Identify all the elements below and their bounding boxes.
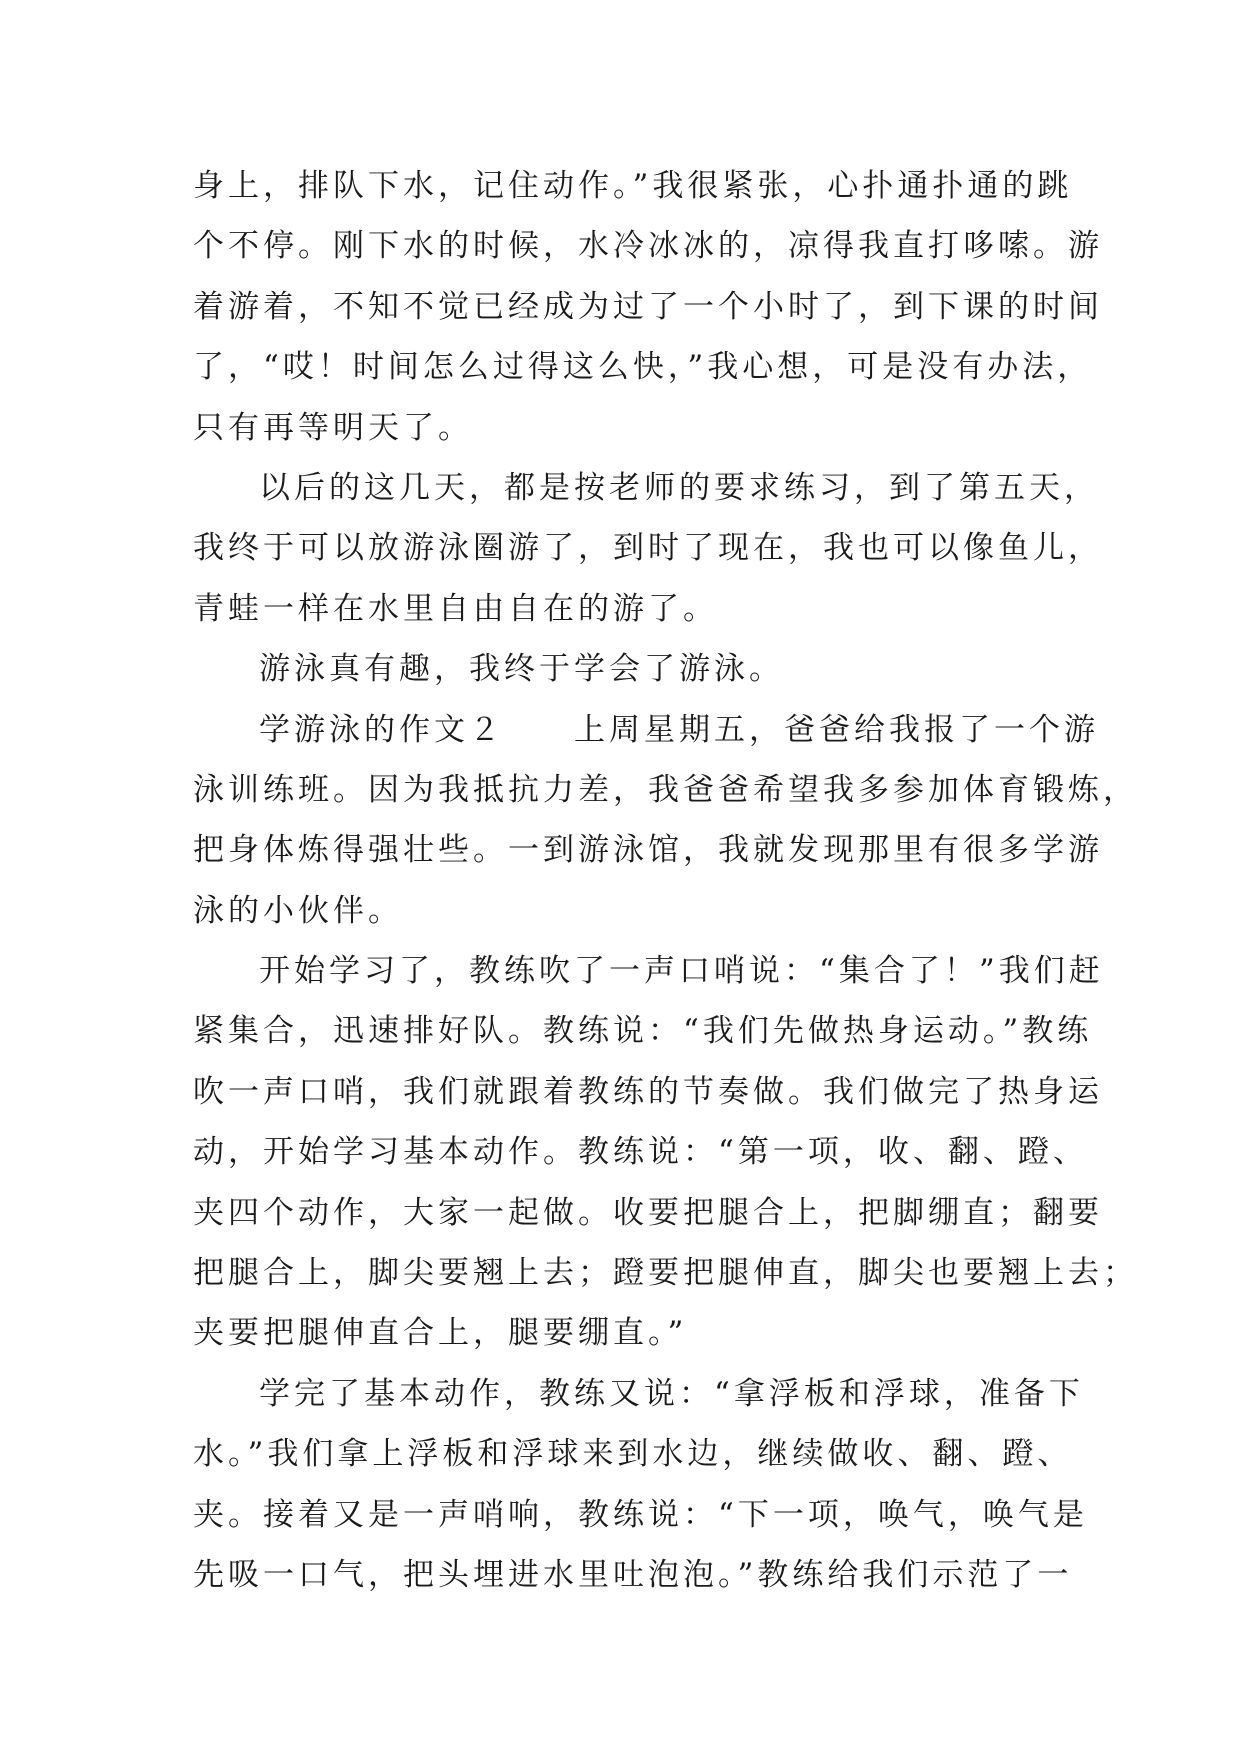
text-line: 游泳真有趣，我终于学会了游泳。 bbox=[259, 651, 784, 688]
text-line: 动，开始学习基本动作。教练说：“第一项，收、翻、蹬、 bbox=[193, 1134, 1088, 1171]
text-line: 以后的这几天，都是按老师的要求练习，到了第五天， bbox=[259, 469, 1099, 506]
text-line: 泳训练班。因为我抵抗力差，我爸爸希望我多参加体育锻炼， bbox=[193, 771, 1138, 808]
text-line: 我终于可以放游泳圈游了，到时了现在，我也可以像鱼儿， bbox=[193, 530, 1103, 567]
essay-heading: 学游泳的作文２ bbox=[259, 711, 504, 748]
text-line: 夹四个动作，大家一起做。收要把腿合上，把脚绷直；翻要 bbox=[193, 1194, 1103, 1231]
text-line: 吹一声口哨，我们就跟着教练的节奏做。我们做完了热身运 bbox=[193, 1073, 1103, 1110]
text-segment: 上周星期五，爸爸给我报了一个游 bbox=[574, 711, 1099, 748]
text-line: 把身体炼得强壮些。一到游泳馆，我就发现那里有很多学游 bbox=[193, 832, 1103, 869]
text-line: 着游着，不知不觉已经成为过了一个小时了，到下课的时间 bbox=[193, 288, 1103, 325]
text-line: 夹要把腿伸直合上，腿要绷直。” bbox=[193, 1315, 688, 1352]
text-line: 先吸一口气，把头埋进水里吐泡泡。”教练给我们示范了一 bbox=[193, 1556, 1073, 1593]
text-line: 个不停。刚下水的时候，水冷冰冰的，凉得我直打哆嗦。游 bbox=[193, 228, 1103, 265]
text-line: 青蛙一样在水里自由自在的游了。 bbox=[193, 590, 718, 627]
text-line: 了，“哎！时间怎么过得这么快，”我心想，可是没有办法， bbox=[193, 349, 1093, 386]
text-line: 开始学习了，教练吹了一声口哨说：“集合了！”我们赶 bbox=[259, 953, 1104, 990]
essay-text bbox=[193, 156, 1138, 1605]
text-line: 水。”我们拿上浮板和浮球来到水边，继续做收、翻、蹬、 bbox=[193, 1436, 1073, 1473]
text-line: 学完了基本动作，教练又说：“拿浮板和浮球，准备下 bbox=[259, 1375, 1084, 1412]
text-line: 夹。接着又是一声哨响，教练说：“下一项，唤气，唤气是 bbox=[193, 1496, 1088, 1533]
text-line: 泳的小伙伴。 bbox=[193, 892, 403, 929]
text-line: 紧集合，迅速排好队。教练说：“我们先做热身运动。”教练 bbox=[193, 1013, 1093, 1050]
text-line: 只有再等明天了。 bbox=[193, 409, 473, 446]
text-line bbox=[193, 700, 1099, 760]
text-line: 身上，排队下水，记住动作。”我很紧张，心扑通扑通的跳 bbox=[193, 168, 1073, 204]
text-line: 把腿合上，脚尖要翘上去；蹬要把腿伸直，脚尖也要翘上去； bbox=[193, 1255, 1138, 1292]
